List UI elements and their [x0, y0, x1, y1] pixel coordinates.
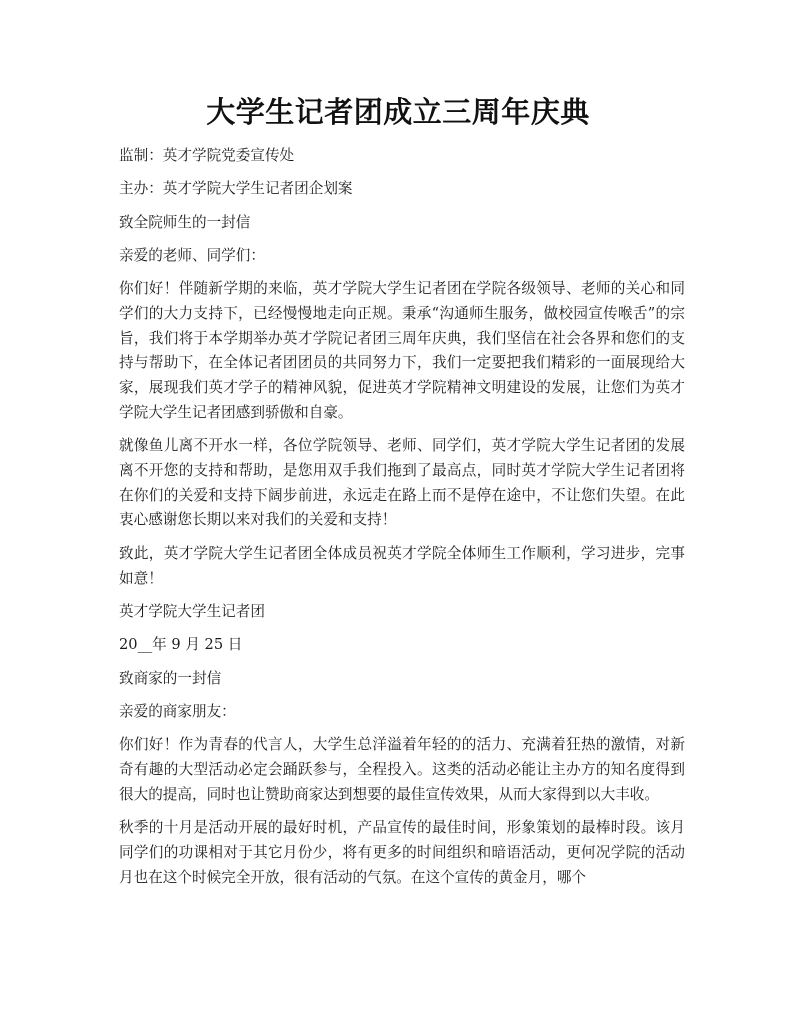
paragraph-intro: 你们好！伴随新学期的来临，英才学院大学生记者团在学院各级领导、老师的关心和同学们的大力支持下，已经慢慢地走向正规。秉承“沟通师生服务，做校园宣传喉舌”的宗旨，我们将于本学期举办英才学院记者团三周年庆典，我们坚信在社会各界和您们的支持与帮助下，在全体记者团团员的共同努力下，我们一定要把我们精彩的一面展现给大家，展现我们英才学子的精神风貌，促进英才学院精神文明建设的发展，让您们为英才学院大学生记者团感到骄傲和自豪。 [119, 280, 685, 421]
letter-heading-merchants: 致商家的一封信 [119, 669, 222, 687]
paragraph-wishes: 致此，英才学院大学生记者团全体成员祝英才学院全体师生工作顺利，学习进步，完事如意！ [119, 544, 685, 587]
date-line: 20__年 9 月 25 日 [119, 636, 243, 654]
organizer-line: 主办：英才学院大学生记者团企划案 [119, 180, 353, 198]
salutation-faculty: 亲爱的老师、同学们： [119, 246, 265, 264]
document-title: 大学生记者团成立三周年庆典 [206, 95, 590, 129]
paragraph-support: 就像鱼儿离不开水一样，各位学院领导、老师、同学们，英才学院大学生记者团的发展离不开您的支持和帮助，是您用双手我们拖到了最高点，同时英才学院大学生记者团将在你们的关爱和支持下阔步前进，永远走在路上而不是停在途中，不让您们失望。在此衷心感谢您长期以来对我们的关爱和支持！ [119, 437, 685, 529]
paragraph-october: 秋季的十月是活动开展的最好时机，产品宣传的最佳时间，形象策划的最棒时段。该月同学们的功课相对于其它月份少，将有更多的时间组织和暗语活动，更何况学院的活动月也在这个时候完全开放，很有活动的气氛。在这个宣传的黄金月，哪个 [119, 819, 685, 886]
supervisor-line: 监制：英才学院党委宣传处 [119, 147, 295, 164]
letter-heading-faculty: 致全院师生的一封信 [119, 213, 251, 231]
signature-line: 英才学院大学生记者团 [119, 603, 265, 621]
document-body [119, 144, 685, 899]
salutation-merchants: 亲爱的商家朋友： [119, 702, 236, 720]
paragraph-merchant-intro: 你们好！作为青春的代言人，大学生总洋溢着年轻的的活力、充满着狂热的激情，对新奇有趣的大型活动必定会踊跃参与，全程投入。这类的活动必能让主办方的知名度得到很大的提高，同时也让赞助商家达到想要的最佳宣传效果，从而大家得到以大丰收。 [119, 736, 685, 803]
